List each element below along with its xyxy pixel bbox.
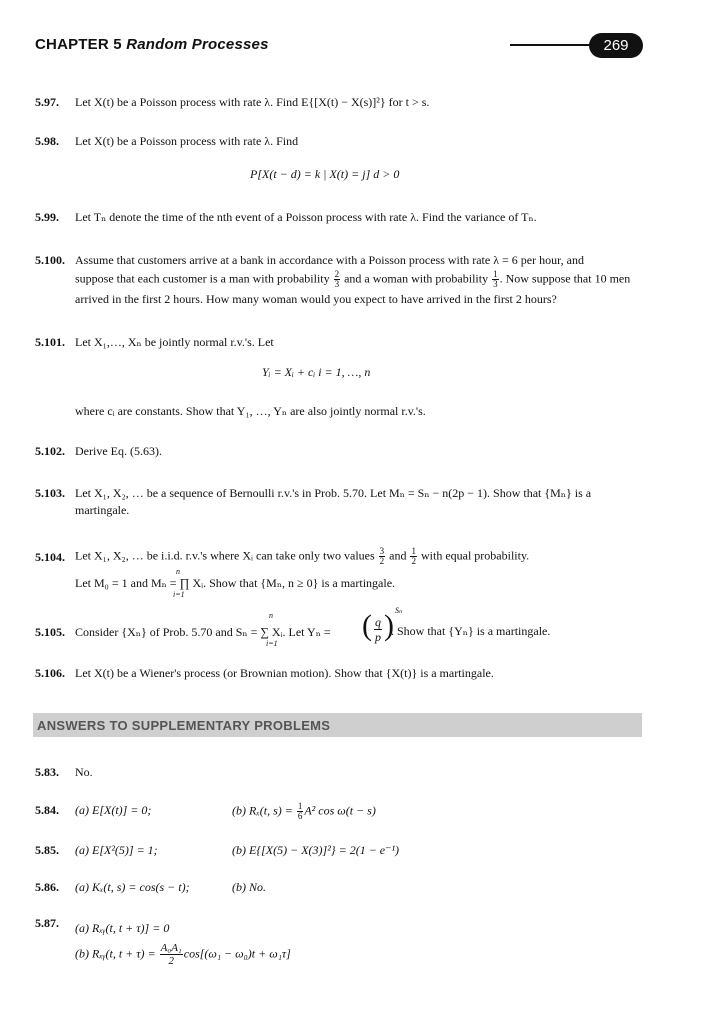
left-paren: (	[362, 609, 372, 642]
problem-text: Let X(t) be a Poisson process with rate λ. Find E{[X(t) − X(s)]²} for t > s.	[75, 95, 430, 109]
answer-part-a: (a) E[X²(5)] = 1;	[75, 843, 158, 857]
fraction-q-over-p: $\frac{q}{p}$	[375, 615, 381, 644]
problem-text: Assume that customers arrive at a bank in accordance with a Poisson process with rate λ = 6 per hour, and	[75, 253, 584, 267]
answer-part-b: (b) Rₓ(t, s) = $\frac{1}{6}$ A² cos ω(t − s)	[232, 801, 376, 821]
answer-part-b: (b) Rₓᵧ(t, t + τ) = $\frac{\text{A₀A₁}}{2}$ cos[(ω₁ − ω₀)t + ω₁τ]	[75, 942, 291, 967]
answer-part-a: (a) Rₓᵧ(t, t + τ)] = 0	[75, 921, 170, 935]
answer-number: 5.83.	[35, 765, 59, 779]
problem-number: 5.97.	[35, 95, 59, 109]
answer-part-a: (a) E[X(t)] = 0;	[75, 803, 152, 817]
sum-upper-limit: n	[269, 611, 273, 620]
answer-number: 5.85.	[35, 843, 59, 857]
answer-number: 5.86.	[35, 880, 59, 894]
problem-number: 5.101.	[35, 335, 65, 349]
chapter-title: Random Processes	[126, 36, 269, 53]
chapter-number: CHAPTER 5	[35, 36, 122, 53]
display-equation: P[X(t − d) = k | X(t) = j] d > 0	[250, 167, 400, 181]
header-rule	[510, 44, 595, 46]
problem-text: where cᵢ are constants. Show that Y₁, …, Yₙ are also jointly normal r.v.'s.	[75, 404, 426, 418]
problem-number: 5.103.	[35, 486, 65, 500]
problem-text: arrived in the first 2 hours. How many woman would you expect to have arrived in the first 2 hours?	[75, 292, 557, 306]
problem-text: Let X₁, X₂, … be a sequence of Bernoulli r.v.'s in Prob. 5.70. Let Mₙ = Sₙ − n(2p − 1). Show that {Mₙ} is a	[75, 486, 592, 500]
chapter-heading	[35, 36, 269, 53]
answer-number: 5.84.	[35, 803, 59, 817]
problem-text: Let X₁,…, Xₙ be jointly normal r.v.'s. Let	[75, 335, 274, 349]
answers-heading: ANSWERS TO SUPPLEMENTARY PROBLEMS	[37, 718, 331, 733]
problem-number: 5.100.	[35, 253, 65, 267]
answer-part-b: (b) E{[X(5) − X(3)]²} = 2(1 − e⁻¹)	[232, 843, 400, 857]
right-paren: )	[384, 609, 394, 642]
exponent: Sₙ	[395, 606, 403, 615]
sum-lower-limit: i=1	[266, 639, 278, 648]
problem-number: 5.102.	[35, 444, 65, 458]
page-number: 269	[589, 33, 643, 58]
problem-number: 5.105.	[35, 625, 65, 639]
product-lower-limit: i=1	[173, 590, 185, 599]
problem-text: . Show that {Yₙ} is a martingale.	[391, 624, 551, 638]
answer-part-a: (a) Kₓ(t, s) = cos(s − t);	[75, 880, 190, 894]
answer-part-b: (b) No.	[232, 880, 266, 894]
problem-text: Consider {Xₙ} of Prob. 5.70 and Sₙ = ∑ Xᵢ. Let Yₙ =	[75, 625, 331, 639]
problem-text: martingale.	[75, 503, 130, 517]
problem-number: 5.99.	[35, 210, 59, 224]
problem-number: 5.98.	[35, 134, 59, 148]
problem-number: 5.106.	[35, 666, 65, 680]
display-equation: Yᵢ = Xᵢ + cᵢ i = 1, …, n	[262, 365, 371, 379]
problem-text: suppose that each customer is a man with probability $\frac{2}{3}$ and a woman with probability $\frac{1}{3}$ . Now suppose that 10 men	[75, 269, 631, 289]
problem-text: Let M₀ = 1 and Mₙ = ∏ Xᵢ. Show that {Mₙ, n ≥ 0} is a martingale.	[75, 576, 396, 590]
problem-text: Let X(t) be a Poisson process with rate λ. Find	[75, 134, 299, 148]
answer-text: No.	[75, 765, 93, 779]
problem-text: Let Tₙ denote the time of the nth event of a Poisson process with rate λ. Find the variance of Tₙ.	[75, 210, 537, 224]
problem-text: Derive Eq. (5.63).	[75, 444, 162, 458]
product-upper-limit: n	[176, 567, 180, 576]
problem-text: Let X(t) be a Wiener's process (or Brownian motion). Show that {X(t)} is a martingale.	[75, 666, 494, 680]
answer-number: 5.87.	[35, 916, 59, 930]
problem-number: 5.104.	[35, 550, 65, 564]
problem-text: Let X₁, X₂, … be i.i.d. r.v.'s where Xᵢ can take only two values $\frac{3}{2}$ and $\frac{1}{2}$ with equal probability.	[75, 546, 530, 566]
